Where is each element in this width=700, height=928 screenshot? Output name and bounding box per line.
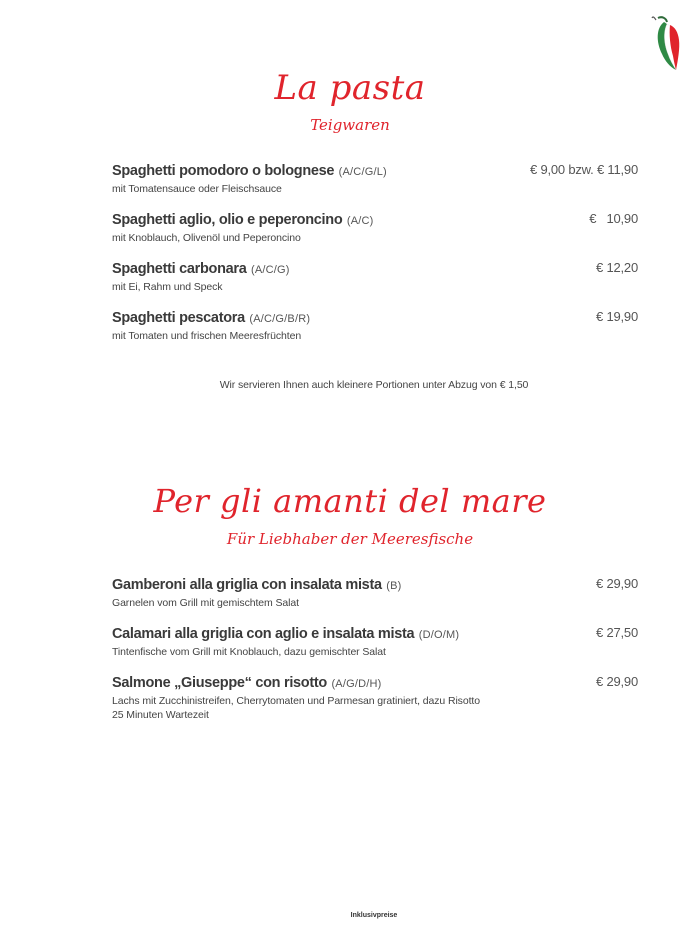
dish-allergens: (A/C/G) — [250, 264, 290, 276]
dish-description: mit Knoblauch, Olivenöl und Peperoncino — [112, 232, 301, 244]
dish-name: Calamari alla griglia con aglio e insalata mista — [112, 626, 415, 642]
menu-item — [112, 674, 638, 722]
footer-note: Inklusivpreise — [350, 912, 398, 919]
pasta-section-title: La pasta — [274, 68, 426, 108]
dish-name: Salmone „Giuseppe“ con risotto — [112, 675, 327, 691]
dish-allergens: (D/O/M) — [418, 629, 460, 641]
dish-description: Tintenfische vom Grill mit Knoblauch, dazu gemischter Salat — [112, 646, 386, 658]
dish-name: Spaghetti carbonara — [112, 261, 247, 277]
dish-description: mit Tomaten und frischen Meeresfrüchten — [112, 330, 302, 342]
dish-name: Gamberoni alla griglia con insalata mista — [112, 577, 382, 593]
dish-name: Spaghetti pomodoro o bolognese — [112, 163, 335, 179]
dish-price: € 12,20 — [596, 260, 638, 275]
dish-price: € 29,90 — [596, 576, 638, 591]
dish-price: € 27,50 — [596, 625, 638, 640]
menu-item — [112, 309, 638, 343]
portion-note: Wir servieren Ihnen auch kleinere Portionen unter Abzug von € 1,50 — [219, 379, 529, 391]
pasta-section-subtitle: Teigwaren — [310, 116, 390, 134]
mare-section-title: Per gli amanti del mare — [153, 482, 547, 520]
dish-allergens: (B) — [386, 580, 402, 592]
menu-item — [112, 625, 638, 659]
dish-description: mit Tomatensauce oder Fleischsauce — [112, 183, 282, 195]
menu-item — [112, 162, 638, 196]
dish-price: € 10,90 — [589, 211, 638, 226]
dish-name: Spaghetti aglio, olio e peperoncino — [112, 212, 343, 228]
dish-price: € 9,00 bzw. € 11,90 — [530, 162, 638, 177]
chili-pepper-logo-icon — [650, 14, 684, 72]
dish-name: Spaghetti pescatora — [112, 310, 245, 326]
menu-item — [112, 211, 638, 245]
dish-allergens: (A/C/G/B/R) — [249, 313, 311, 325]
dish-description: Lachs mit Zucchinistreifen, Cherrytomaten und Parmesan gratiniert, dazu Risotto — [112, 695, 480, 707]
menu-item — [112, 576, 638, 610]
dish-description: mit Ei, Rahm und Speck — [112, 281, 223, 293]
dish-allergens: (A/C/G/L) — [338, 166, 387, 178]
dish-price: € 29,90 — [596, 674, 638, 689]
dish-description: Garnelen vom Grill mit gemischtem Salat — [112, 597, 299, 609]
menu-item — [112, 260, 638, 294]
dish-wait-time: 25 Minuten Wartezeit — [112, 709, 209, 721]
dish-allergens: (A/G/D/H) — [331, 678, 382, 690]
mare-section-subtitle: Für Liebhaber der Meeresfische — [226, 530, 474, 548]
dish-allergens: (A/C) — [346, 215, 374, 227]
dish-price: € 19,90 — [596, 309, 638, 324]
